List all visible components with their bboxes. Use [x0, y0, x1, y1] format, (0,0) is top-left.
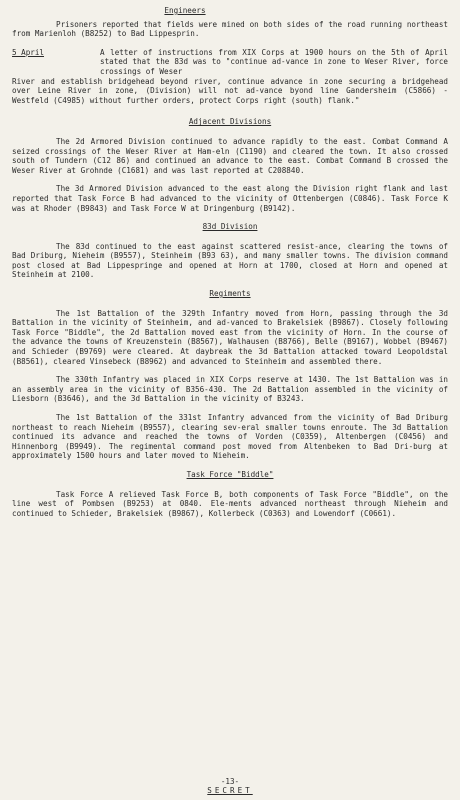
adjacent-divisions-heading: Adjacent Divisions: [188, 117, 272, 127]
page-number: -13-: [220, 776, 240, 786]
regiments-paragraph-2: The 330th Infantry was placed in XIX Corps reserve at 1430. The 1st Battalion was in an assembly area in the vicinity of B356-430. The 2d Battalion assembled in the vicinity of Liesborn (B3646), and the 3d Battalion in the vicinity of B3243.: [12, 375, 448, 404]
engineers-paragraph: Prisoners reported that fields were mined on both sides of the road running northeast from Marienloh (B8252) to Bad Lippesprin.: [12, 19, 448, 39]
division-heading: 83d Division: [202, 222, 258, 232]
adjacent-paragraph-1: The 2d Armored Division continued to advance rapidly to the east. Combat Command A seized crossings of the Weser River at Ham-eln (C1190) and cleared the town. It also crossed south of Tundern (C12 86) and continued an advance to the east. Combat Command B crossed the Weser River at Grohnde (C1681) and was last reported at C208840.: [12, 136, 448, 175]
regiments-paragraph-1: The 1st Battalion of the 329th Infantry moved from Horn, passing through the 3d Battalion in the vicinity of Steinheim, and ad-vanced to Brakelsiek (B9867). Closely following Task Force "Biddle", the 2d Battalion moved east from the vicinity of Horn. In the course of the advance the towns of Kreuzenstein (B8567), Walhausen (B8766), Belle (B9167), Wobbel (B9467) and Schieder (B9769) were cleared. At daybreak the 3d Battalion attacked toward Leopoldstal (B8561), cleared Vinsebeck (B8962) and advanced to Steinheim and assembled there.: [12, 308, 448, 366]
april-5-intro: A letter of instructions from XIX Corps at 1900 hours on the 5th of April stated that the 83d was to "continue ad-vance in zone to Weser River, force crossings of Weser: [100, 47, 448, 76]
classification-marking: SECRET: [207, 786, 253, 796]
task-force-heading: Task Force "Biddle": [186, 469, 274, 479]
division-paragraph: The 83d continued to the east against scattered resist-ance, clearing the towns of Bad Driburg, Nieheim (B9557), Steinheim (B93 63), and many smaller towns. The division command post closed at Bad Lippespringe and opened at Horn at 1700, closed at Horn and opened at Steinheim at 2100.: [12, 241, 448, 280]
regiments-heading: Regiments: [209, 289, 251, 299]
page-footer: [0, 777, 460, 796]
regiments-paragraph-3: The 1st Battalion of the 331st Infantry advanced from the vicinity of Bad Driburg northeast to reach Nieheim (B9557), clearing sev-eral smaller towns enroute. The 3d Battalion continued its advance and reached the towns of Vorden (C0359), Altenbergen (C0456) and Hinnenborg (B9949). The regimental command post moved from Altenbeken to Bad Dri-burg at approximately 1500 hours and later moved to Nieheim.: [12, 413, 448, 461]
task-force-paragraph: Task Force A relieved Task Force B, both components of Task Force "Biddle", on the line west of Pombsen (B9253) at 0840. Ele-ments advanced northeast through Nieheim and continued to Schieder, Brakelsiek (B9867), Kollerbeck (C0363) and Lowendorf (C0661).: [12, 489, 448, 518]
engineers-heading: Engineers: [164, 6, 206, 15]
april-5-entry: [12, 48, 448, 77]
date-label: 5 April: [12, 47, 45, 57]
april-5-continuation: River and establish bridgehead beyond river, continue advance in zone securing a bridgehead over Leine River in zone, (Division) will not ad-vance byond line Gandersheim (C5866) - Westfeld (C4985) without further orders, protect Corps right (south) flank.": [12, 76, 448, 105]
adjacent-paragraph-2: The 3d Armored Division advanced to the east along the Division right flank and last reported that Task Force B had advanced to the vicinity of Ottenbergen (C0846). Task Force K was at Rhoder (B9843) and Task Force W at Dringenburg (B9142).: [12, 184, 448, 213]
